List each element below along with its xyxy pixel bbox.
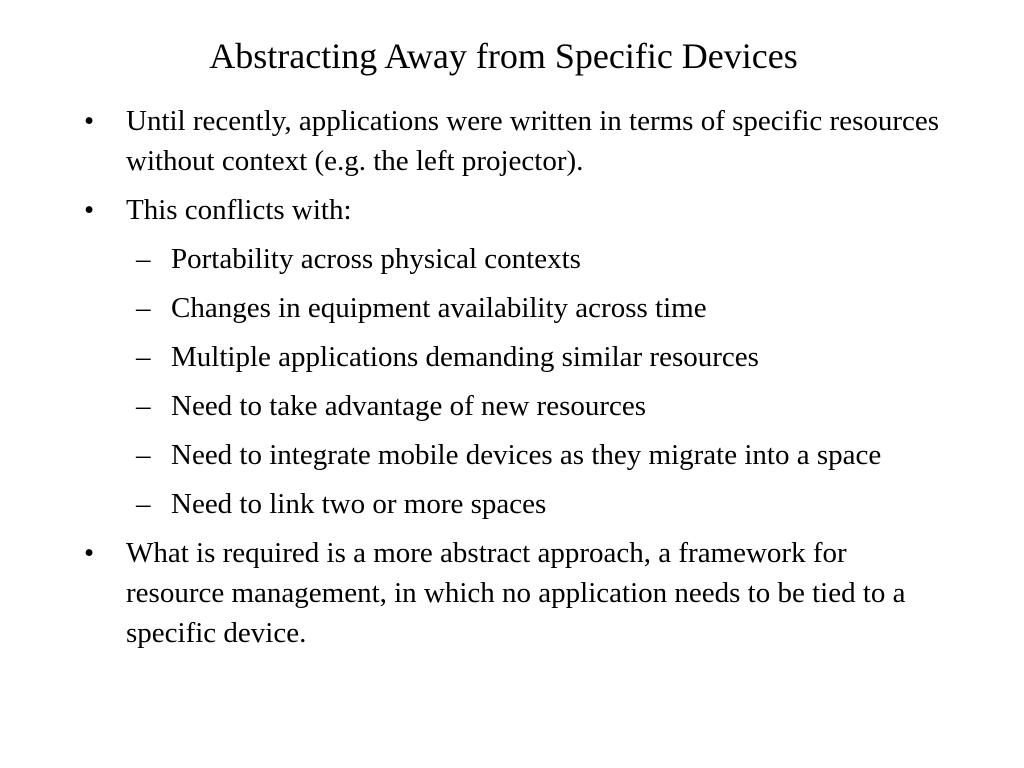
sub-bullet-marker: – [136, 439, 151, 471]
sub-bullet-item [126, 288, 952, 328]
bullet-text: This conflicts with: [126, 194, 352, 226]
bullet-item [82, 101, 952, 181]
slide-title: Abstracting Away from Specific Devices [209, 36, 798, 76]
sub-bullet-text: Multiple applications demanding similar resources [171, 341, 759, 373]
sub-bullet-marker: – [136, 390, 151, 422]
bullet-text: Until recently, applications were written in terms of specific resources without context (e.g. the left projector). [126, 105, 940, 177]
sub-bullet-text: Need to integrate mobile devices as they migrate into a space [171, 439, 882, 471]
sub-bullet-text: Need to take advantage of new resources [171, 390, 647, 422]
sub-bullet-marker: – [136, 341, 151, 373]
sub-bullet-item [126, 337, 952, 377]
sub-bullet-item [126, 239, 952, 279]
bullet-list [82, 101, 952, 662]
sub-bullet-marker: – [136, 292, 151, 324]
bullet-marker: • [84, 537, 95, 569]
sub-bullet-marker: – [136, 243, 151, 275]
sub-bullet-text: Need to link two or more spaces [171, 488, 547, 520]
bullet-marker: • [84, 105, 95, 137]
bullet-item [82, 533, 952, 653]
bullet-item [82, 190, 952, 524]
sub-bullet-item [126, 484, 952, 524]
sub-bullet-text: Changes in equipment availability across time [171, 292, 707, 324]
sub-bullet-text: Portability across physical contexts [171, 243, 581, 275]
bullet-text: What is required is a more abstract approach, a framework for resource management, in which no application needs to be tied to a specific device. [126, 537, 906, 649]
bullet-marker: • [84, 194, 95, 226]
sub-bullet-list [126, 239, 952, 524]
sub-bullet-item [126, 386, 952, 426]
sub-bullet-item [126, 435, 952, 475]
sub-bullet-marker: – [136, 488, 151, 520]
